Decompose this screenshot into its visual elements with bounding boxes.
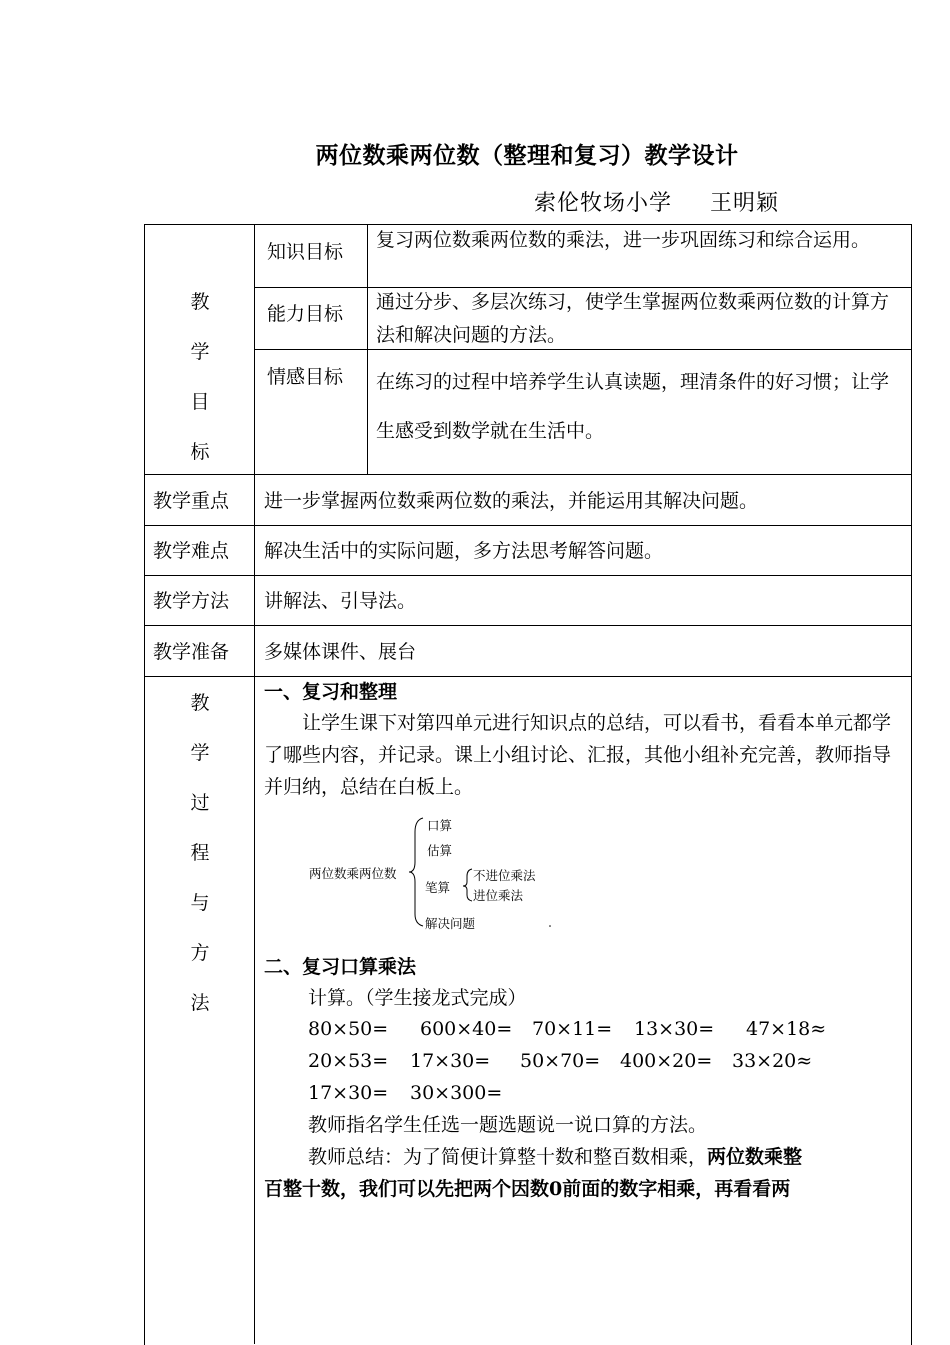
section1-paragraph: 让学生课下对第四单元进行知识点的总结，可以看书，看看本单元都学了哪些内容，并记录。课上小组讨论、汇报，其他小组补充完善，教师指导并归纳，总结在白板上。 <box>264 712 892 798</box>
teacher-name: 王明颖 <box>710 191 780 216</box>
key-points-label: 教学重点 <box>153 490 230 512</box>
teacher-task: 教师指名学生任选一题选题说一说口算的方法。 <box>308 1114 708 1136</box>
diagram-oral: 口算 <box>427 818 453 833</box>
section2-intro: 计算。（学生接龙式完成） <box>308 987 527 1009</box>
knowledge-goal-text: 复习两位数乘两位数的乘法，进一步巩固练习和综合运用。 <box>376 229 871 251</box>
diagram-written: 笔算 <box>425 880 451 895</box>
difficulties-text: 解决生活中的实际问题，多方法思考解答问题。 <box>264 540 664 562</box>
section1-heading: 一、复习和整理 <box>264 681 398 703</box>
emotion-goal-label: 情感目标 <box>267 366 344 388</box>
methods-text: 讲解法、引导法。 <box>264 590 417 612</box>
author-line <box>534 186 779 217</box>
diagram-solve: 解决问题 <box>425 916 476 931</box>
table-divider <box>144 676 911 677</box>
section2-heading: 二、复习口算乘法 <box>264 956 417 978</box>
table-divider <box>144 575 911 576</box>
teacher-summary-line1: 教师总结：为了简便计算整十数和整百数相乘，两位数乘整 <box>308 1146 803 1168</box>
table-divider <box>144 474 911 475</box>
knowledge-goal-label: 知识目标 <box>267 241 344 263</box>
knowledge-structure-diagram <box>305 812 565 934</box>
difficulties-label: 教学难点 <box>153 540 230 562</box>
document-title: 两位数乘两位数（整理和复习）教学设计 <box>315 142 739 169</box>
teacher-summary-line2: 百整十数，我们可以先把两个因数0前面的数字相乘，再看看两 <box>264 1178 791 1200</box>
table-divider <box>144 625 911 626</box>
diagram-root: 两位数乘两位数 <box>309 866 397 881</box>
diagram-carry: 进位乘法 <box>473 888 524 903</box>
key-points-text: 进一步掌握两位数乘两位数的乘法，并能运用其解决问题。 <box>264 490 759 512</box>
school-name: 索伦牧场小学 <box>534 191 673 216</box>
goals-row-header: 教 学 目 标 <box>190 291 210 463</box>
table-divider <box>144 525 911 526</box>
diagram-no-carry: 不进位乘法 <box>473 868 536 883</box>
diagram-estimate: 估算 <box>427 843 453 858</box>
preparation-label: 教学准备 <box>153 641 230 663</box>
ability-goal-label: 能力目标 <box>267 303 344 325</box>
ability-goal-text: 通过分步、多层次练习，使学生掌握两位数乘两位数的计算方法和解决问题的方法。 <box>376 291 890 346</box>
preparation-text: 多媒体课件、展台 <box>264 641 417 663</box>
process-row-header: 教 学 过 程 与 方 法 <box>190 692 210 1014</box>
methods-label: 教学方法 <box>153 590 230 612</box>
emotion-goal-text: 在练习的过程中培养学生认真读题，理清条件的好习惯；让学生感受到数学就在生活中。 <box>376 371 890 442</box>
